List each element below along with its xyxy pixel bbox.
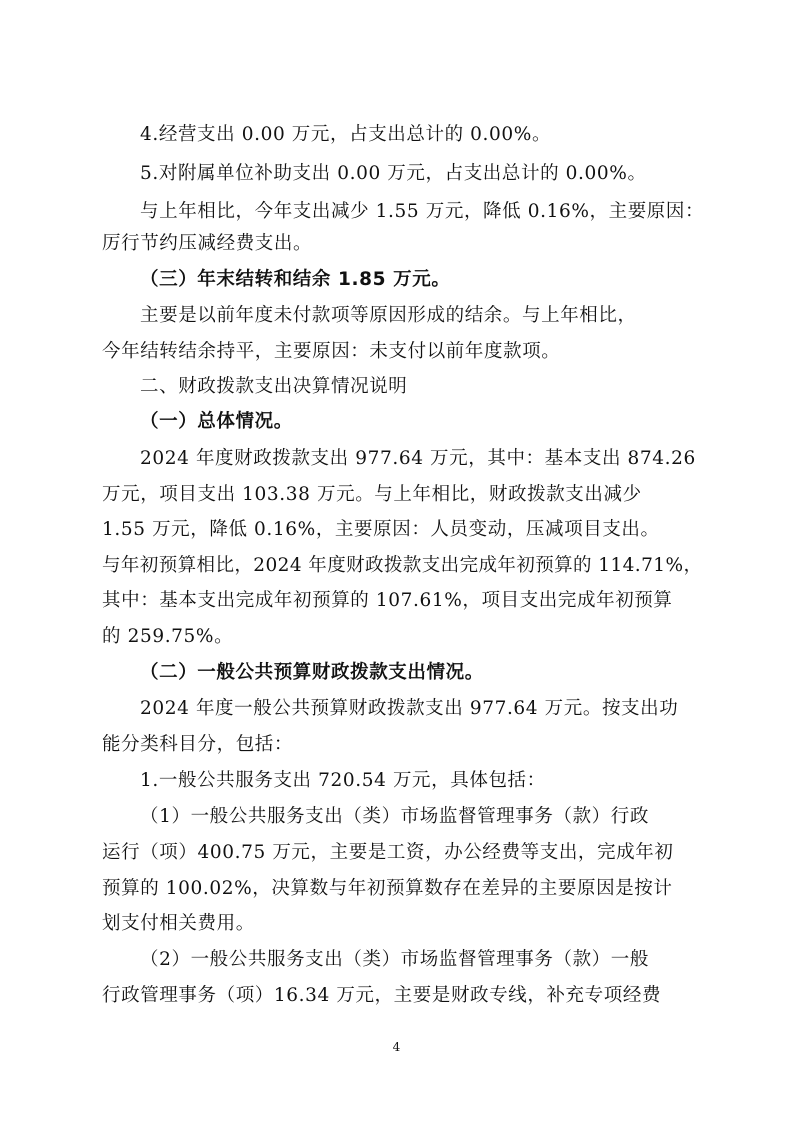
paragraph-line: 行政管理事务（项）16.34 万元，主要是财政专线，补充专项经费 bbox=[102, 985, 662, 1006]
paragraph-line: 预算的 100.02%，决算数与年初预算数存在差异的主要原因是按计 bbox=[102, 878, 673, 899]
paragraph-line: （1）一般公共服务支出（类）市场监督管理事务（款）行政 bbox=[140, 806, 649, 827]
section-heading: （二）一般公共预算财政拨款支出情况。 bbox=[140, 662, 484, 683]
paragraph-line: 其中：基本支出完成年初预算的 107.61%，项目支出完成年初预算 bbox=[102, 590, 673, 611]
paragraph-line: 5.对附属单位补助支出 0.00 万元，占支出总计的 0.00%。 bbox=[140, 163, 647, 184]
paragraph-line: 运行（项）400.75 万元，主要是工资，办公经费等支出，完成年初 bbox=[102, 842, 674, 863]
paragraph-line: 的 259.75%。 bbox=[102, 626, 234, 647]
paragraph-line: 4.经营支出 0.00 万元，占支出总计的 0.00%。 bbox=[140, 124, 552, 145]
paragraph-line: 厉行节约压减经费支出。 bbox=[102, 233, 313, 254]
paragraph-line: 1.55 万元，降低 0.16%，主要原因：人员变动，压减项目支出。 bbox=[102, 519, 660, 540]
paragraph-line: 万元，项目支出 103.38 万元。与上年相比，财政拨款支出减少 bbox=[102, 484, 642, 505]
paragraph-line: 2024 年度一般公共预算财政拨款支出 977.64 万元。按支出功 bbox=[140, 698, 679, 719]
paragraph-line: 与年初预算相比，2024 年度财政拨款支出完成年初预算的 114.71%， bbox=[102, 555, 703, 576]
chapter-heading: 二、财政拨款支出决算情况说明 bbox=[140, 376, 408, 397]
paragraph-line: 与上年相比，今年支出减少 1.55 万元，降低 0.16%，主要原因： bbox=[140, 201, 705, 222]
section-heading: （一）总体情况。 bbox=[140, 411, 293, 432]
paragraph-line: 能分类科目分，包括： bbox=[102, 734, 294, 755]
paragraph-line: 今年结转结余持平，主要原因：未支付以前年度款项。 bbox=[102, 341, 561, 362]
page-number: 4 bbox=[392, 1040, 401, 1054]
paragraph-line: 2024 年度财政拨款支出 977.64 万元，其中：基本支出 874.26 bbox=[140, 448, 696, 469]
paragraph-line: 划支付相关费用。 bbox=[102, 913, 255, 934]
section-heading: （三）年末结转和结余 1.85 万元。 bbox=[140, 269, 451, 290]
paragraph-line: 1.一般公共服务支出 720.54 万元，具体包括： bbox=[140, 770, 546, 791]
paragraph-line: （2）一般公共服务支出（类）市场监督管理事务（款）一般 bbox=[140, 949, 649, 970]
paragraph-line: 主要是以前年度未付款项等原因形成的结余。与上年相比， bbox=[140, 305, 637, 326]
